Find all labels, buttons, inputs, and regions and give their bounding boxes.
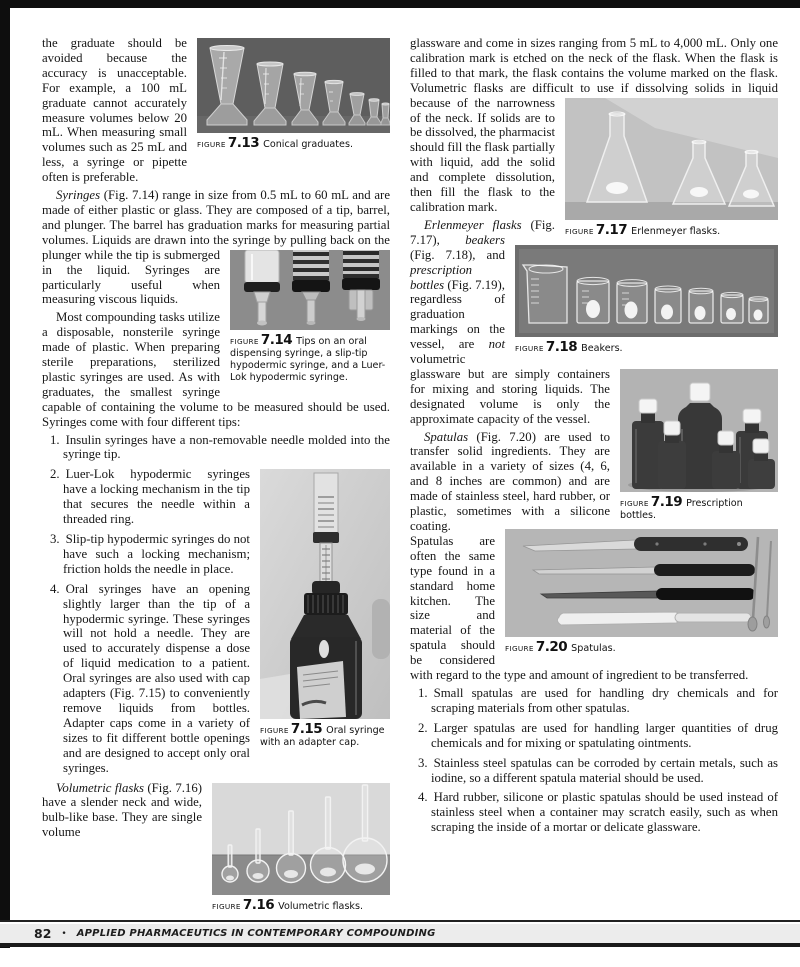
figure-caption-text: Oral syringe with an adapter cap. bbox=[260, 725, 385, 749]
paragraph-text: if dissolving solids in liquid because of the narrowness of the neck. If solids are to be dissolved, the pharmacist should fill the flask partially with liquid, add the solid and complete dissolution, then fill the flask to the calibration mark. bbox=[410, 80, 778, 214]
prescription-bottles-term: prescription bottles bbox=[410, 262, 473, 292]
paragraph-text: (Fig. 7.18), and bbox=[410, 247, 505, 262]
syringe-tips-photo bbox=[230, 250, 390, 330]
figure-label: FIGURE bbox=[197, 140, 226, 149]
figure-label: FIGURE bbox=[230, 336, 259, 346]
paragraph-text: (Fig. 7.19), regardless of graduation markings on the vessel, are bbox=[410, 277, 505, 352]
figure-number: 7.16 bbox=[242, 896, 275, 913]
list-item bbox=[410, 790, 778, 835]
figure-7-20-caption bbox=[505, 638, 778, 655]
beakers-photo bbox=[515, 245, 778, 337]
page-number: 82 bbox=[34, 926, 52, 941]
figure-caption-text: Erlenmeyer flasks. bbox=[631, 225, 721, 237]
page-footer bbox=[0, 920, 800, 947]
list-item bbox=[410, 686, 778, 716]
not-emphasis: not bbox=[488, 337, 505, 352]
figure-7-16 bbox=[212, 783, 390, 913]
footer-bar bbox=[0, 924, 800, 947]
figure-number: 7.19 bbox=[650, 493, 683, 510]
list-number: 3. bbox=[50, 532, 60, 546]
page-scan-left-edge bbox=[0, 0, 10, 948]
figure-7-20 bbox=[505, 529, 778, 655]
list-number: 1. bbox=[50, 432, 60, 447]
conical-graduates-photo bbox=[197, 38, 390, 133]
figure-7-19 bbox=[620, 369, 778, 522]
paragraph-text: volumetric bbox=[410, 352, 466, 367]
list-item-text: Insulin syringes have a non-removable needle molded into the syringe tip. bbox=[63, 432, 390, 462]
list-item-text: Hard rubber, silicone or plastic spatulas should be used instead of stainless steel when a container may scratch easily, such as when scraping the inside of a mortar or delicate glassware. bbox=[431, 790, 778, 835]
figure-label: FIGURE bbox=[565, 226, 594, 236]
figure-label: FIGURE bbox=[515, 343, 544, 353]
paragraph-text: glassware and come in sizes ranging from 5 mL to 4,000 mL. Only one calibration mark is etched on the neck of the flask. When the flask is filled to that mark, the flask contains the volume marked on the flask. Volumetric flasks are difficult to use bbox=[410, 36, 778, 95]
list-number: 1. bbox=[418, 685, 428, 700]
figure-number: 7.17 bbox=[595, 221, 628, 238]
list-item-text: Slip-tip hypodermic syringes do not have such a locking mechanism; friction holds the needle in place. bbox=[63, 532, 250, 576]
paragraph-text: (Fig. 7.16) have a slender neck and wide, bulb-like base. They are single volume bbox=[42, 780, 202, 840]
list-number: 2. bbox=[418, 720, 428, 735]
paragraph-text: inches are common) and are made of stainless steel, hard rubber, or plastic, sometimes with a silicone coating. Spatulas are often the same type found in a standard home kitchen. The size and material of the spatula should be considered with regard to the type and amount of ingredient to be transferred. bbox=[410, 474, 749, 683]
spatula-rules-list bbox=[410, 686, 778, 835]
list-item-text: Stainless steel spatulas can be corroded by certain metals, such as iodine, so a different spatula material should be used. bbox=[431, 755, 778, 785]
figure-7-14 bbox=[230, 250, 390, 384]
page-scan-top-edge bbox=[0, 0, 800, 8]
paragraph-text: glassware but are simply containers for mixing and storing liquids. The designated volume is only the approximate capacity of the vessel. bbox=[410, 366, 610, 426]
list-number: 2. bbox=[50, 467, 60, 482]
beakers-term: beakers bbox=[465, 232, 505, 247]
page-content bbox=[42, 36, 778, 918]
paragraph-text: (Fig. 7.14) range in size from 0.5 mL to 60 mL and are made of either plastic or glass. They are composed of a tip, barrel, and plunger. The barrel has graduation marks for measuring partial volumes. Liquids are drawn into the syringe bbox=[42, 188, 390, 247]
figure-caption-text: Tips on an oral dispensing syringe, a slip-tip hypodermic syringe, and a Luer-Lok hypodermic syringe. bbox=[230, 335, 386, 383]
figure-caption-text: Volumetric flasks. bbox=[278, 900, 364, 912]
figure-7-13 bbox=[197, 38, 390, 151]
list-item-text: Oral syringes have an opening slightly larger than the tip of a hypodermic syringe. These syringes will not hold a needle. They are used to accurately dispense a dose of liquid medication to a patient. Oral syringes are also used with cap adapters (Fig. 7.15) to conveniently remove liquids from bottles. Adapter caps come in a variety of sizes to fit different bottle openings and are designed to accept only oral syringes. bbox=[63, 581, 250, 775]
paragraph-text: (Fig. 7.17), bbox=[410, 217, 555, 247]
prescription-bottles-photo bbox=[620, 369, 778, 492]
figure-7-17-caption bbox=[565, 221, 778, 238]
volumetric-flasks-term: Volumetric flasks bbox=[56, 780, 144, 795]
erlenmeyer-flasks-term: Erlenmeyer flasks bbox=[424, 217, 522, 232]
paragraph-text: the graduate should be avoided because the accuracy is unacceptable. For example, a 100 mL graduate cannot accurately measure volumes below 20 mL. When measuring small volumes such as 25 mL and less, a syringe or pipette often is preferable. bbox=[42, 36, 187, 185]
figure-number: 7.18 bbox=[545, 338, 578, 355]
book-title: APPLIED PHARMACEUTICS IN CONTEMPORARY COMPOUNDING bbox=[76, 928, 436, 939]
figure-label: FIGURE bbox=[620, 498, 649, 508]
syringe-tip-list bbox=[42, 433, 390, 776]
list-item bbox=[410, 756, 778, 786]
figure-7-18 bbox=[515, 245, 778, 355]
figure-label: FIGURE bbox=[260, 726, 289, 736]
list-number: 4. bbox=[50, 581, 60, 596]
footer-bullet: • bbox=[61, 928, 67, 939]
syringes-term: Syringes bbox=[56, 188, 101, 203]
paragraph-text: Most compounding tasks utilize a disposable, nonsterile syringe made of plastic. When preparing sterile preparations, sterilized plastic syringes are used. As with graduates, the smallest syringe capable of containing the volume to be measured should be used. Syringes come with four different tips: bbox=[42, 310, 390, 429]
oral-syringe-bottle-photo bbox=[260, 469, 390, 719]
figure-label: FIGURE bbox=[212, 901, 241, 911]
figure-caption-text: Prescription bottles. bbox=[620, 497, 743, 521]
figure-7-13-caption bbox=[197, 137, 390, 151]
list-item bbox=[42, 433, 390, 463]
figure-caption-text: Conical graduates. bbox=[263, 139, 353, 150]
figure-caption-text: Beakers. bbox=[581, 342, 623, 354]
figure-7-19-caption bbox=[620, 493, 778, 522]
list-item-text: Larger spatulas are used for handling larger quantities of drug chemicals and for mixing or spatulating ointments. bbox=[431, 720, 778, 750]
volumetric-flasks-photo bbox=[212, 783, 390, 895]
list-item bbox=[410, 721, 778, 751]
list-number: 4. bbox=[418, 790, 428, 805]
figure-7-15-caption bbox=[260, 723, 390, 749]
paragraph-text: (Fig. 7.20) are used to transfer solid ingredients. They are available in a variety of sizes (4, 6, and 8 bbox=[410, 429, 610, 489]
figure-7-16-caption bbox=[212, 896, 390, 913]
right-column bbox=[410, 36, 778, 918]
figure-7-17 bbox=[565, 98, 778, 238]
figure-label: FIGURE bbox=[505, 643, 534, 653]
figure-number: 7.20 bbox=[535, 638, 568, 655]
figure-7-14-caption bbox=[230, 331, 390, 384]
list-item-text: Small spatulas are used for handling dry chemicals and for scraping materials from other spatulas. bbox=[431, 685, 778, 715]
left-column bbox=[42, 36, 390, 918]
list-number: 3. bbox=[418, 755, 428, 770]
list-item-text: Luer-Lok hypodermic syringes have a locking mechanism in the tip that secures the needle within a threaded ring. bbox=[63, 467, 250, 527]
figure-7-18-caption bbox=[515, 338, 778, 355]
spatulas-photo bbox=[505, 529, 778, 637]
figure-caption-text: Spatulas. bbox=[571, 642, 616, 654]
figure-7-15 bbox=[260, 469, 390, 749]
spatulas-term: Spatulas bbox=[424, 429, 469, 444]
figure-number: 7.14 bbox=[260, 331, 293, 348]
paragraph-text: by pulling back on the plunger while the tip is submerged in the liquid. Syringes are particularly useful when measuring viscous liquids. bbox=[42, 232, 390, 307]
figure-number: 7.13 bbox=[227, 135, 260, 151]
figure-number: 7.15 bbox=[290, 721, 323, 738]
erlenmeyer-flasks-photo bbox=[565, 98, 778, 220]
